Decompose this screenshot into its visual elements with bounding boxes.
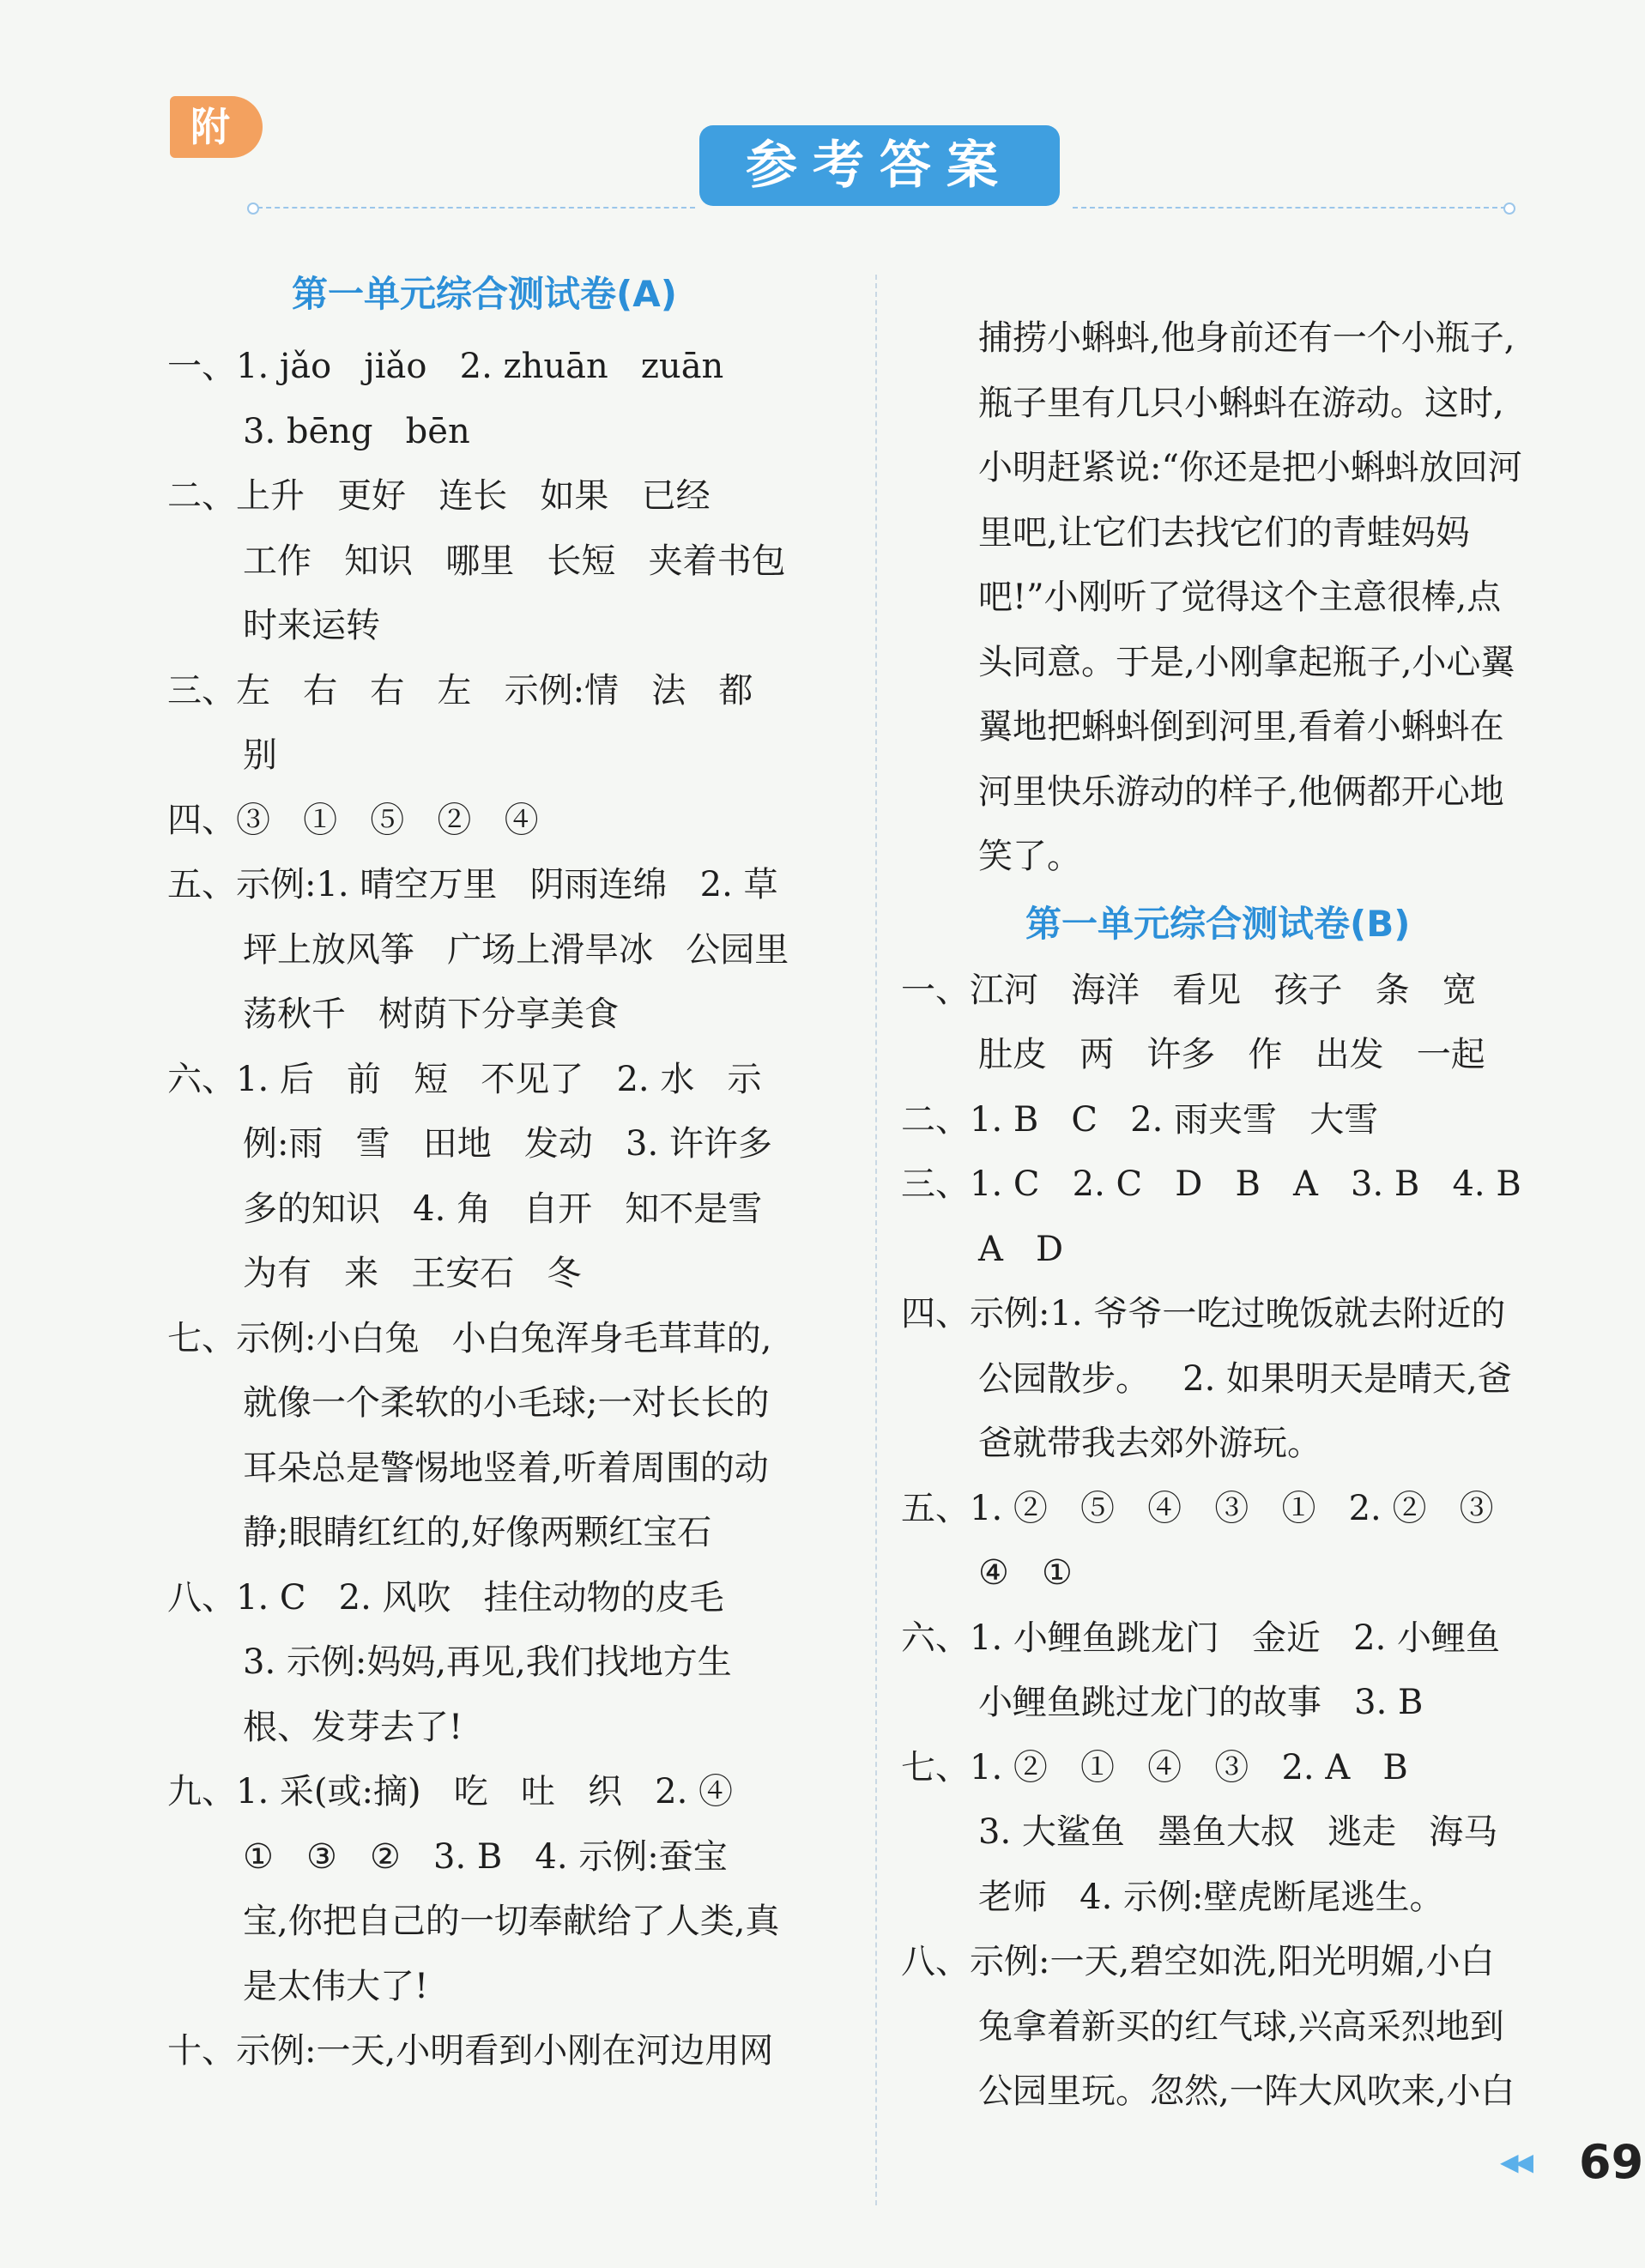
- section-title-a: 第一单元综合测试卷(A): [292, 273, 677, 315]
- answer-line: 肚皮 两 许多 作 出发 一起: [978, 1035, 1485, 1074]
- answer-line: 二、1. B C 2. 雨夹雪 大雪: [901, 1099, 1379, 1140]
- answer-line: 四、③ ① ⑤ ② ④: [167, 800, 539, 840]
- column-divider: [875, 275, 877, 2205]
- answer-line: 七、1. ② ① ④ ③ 2. A B: [901, 1747, 1408, 1787]
- answer-line: 三、1. C 2. C D B A 3. B 4. B: [901, 1164, 1521, 1204]
- answer-line: 兔拿着新买的红气球,兴高采烈地到: [978, 2006, 1504, 2047]
- page-number: 69: [1579, 2135, 1644, 2189]
- answer-line: 公园里玩。忽然,一阵大风吹来,小白: [978, 2071, 1515, 2111]
- answer-line: 吧!”小刚听了觉得这个主意很棒,点: [978, 578, 1502, 617]
- answer-line: 五、示例:1. 晴空万里 阴雨连绵 2. 草: [167, 865, 778, 904]
- answer-line: 3. 大鲨鱼 墨鱼大叔 逃走 海马: [978, 1812, 1498, 1852]
- answer-line: 二、上升 更好 连长 如果 已经: [167, 476, 711, 516]
- answer-line: 十、示例:一天,小明看到小刚在河边用网: [167, 2031, 774, 2071]
- answer-line: 八、1. C 2. 风吹 挂住动物的皮毛: [167, 1577, 724, 1618]
- answer-line: 六、1. 后 前 短 不见了 2. 水 示: [167, 1059, 762, 1099]
- answer-line: 根、发芽去了!: [243, 1707, 463, 1747]
- answer-line: 静;眼睛红红的,好像两颗红宝石: [243, 1513, 712, 1552]
- answer-line: 就像一个柔软的小毛球;一对长长的: [243, 1383, 770, 1423]
- answer-line: 宝,你把自己的一切奉献给了人类,真: [243, 1902, 780, 1941]
- answer-line: 瓶子里有几只小蝌蚪在游动。这时,: [978, 383, 1504, 423]
- answer-line: 一、1. jǎo jiǎo 2. zhuān zuān: [167, 347, 724, 386]
- answer-line: 翼地把蝌蚪倒到河里,看着小蝌蚪在: [978, 707, 1504, 747]
- section-title-b: 第一单元综合测试卷(B): [1025, 902, 1411, 945]
- left-column: [167, 273, 854, 2084]
- answer-line: 小明赶紧说:“你还是把小蝌蚪放回河: [978, 448, 1522, 487]
- answer-line: 耳朵总是警惕地竖着,听着周围的动: [243, 1448, 769, 1488]
- answer-line: ④ ①: [978, 1553, 1073, 1593]
- answer-line: 捕捞小蝌蚪,他身前还有一个小瓶子,: [978, 318, 1515, 358]
- answer-line: 为有 来 王安石 冬: [243, 1254, 582, 1293]
- answer-line: 笑了。: [978, 837, 1081, 876]
- answer-line: 一、江河 海洋 看见 孩子 条 宽: [901, 970, 1477, 1010]
- answer-line: 四、示例:1. 爷爷一吃过晚饭就去附近的: [901, 1294, 1506, 1334]
- answer-line: 别: [243, 735, 277, 775]
- answer-line: 老师 4. 示例:壁虎断尾逃生。: [978, 1877, 1444, 1917]
- answer-line: 三、左 右 右 左 示例:情 法 都: [167, 670, 753, 711]
- answer-line: 3. bēng bēn: [243, 411, 470, 451]
- answer-line: 九、1. 采(或:摘) 吃 吐 织 2. ④: [167, 1772, 734, 1811]
- answer-line: A D: [978, 1229, 1064, 1269]
- answer-line: 工作 知识 哪里 长短 夹着书包: [243, 541, 786, 581]
- answer-line: 爸就带我去郊外游玩。: [978, 1424, 1321, 1463]
- answer-line: 荡秋千 树荫下分享美食: [243, 995, 620, 1034]
- appendix-tab: 附: [170, 96, 263, 158]
- answer-line: 八、示例:一天,碧空如洗,阳光明媚,小白: [901, 1942, 1495, 1981]
- answer-line: 公园散步。 2. 如果明天是晴天,爸: [978, 1358, 1512, 1399]
- answer-line: 里吧,让它们去找它们的青蛙妈妈: [978, 512, 1470, 553]
- page-arrow-icon: ◀◀: [1500, 2148, 1531, 2176]
- answer-line: 多的知识 4. 角 自开 知不是雪: [243, 1188, 763, 1229]
- answer-line: 七、示例:小白兔 小白兔浑身毛茸茸的,: [167, 1318, 772, 1358]
- answer-line: 五、1. ② ⑤ ④ ③ ① 2. ② ③: [901, 1488, 1494, 1528]
- right-column: [901, 306, 1588, 2125]
- page-title: 参考答案: [699, 125, 1060, 206]
- title-rule-right: [1073, 207, 1506, 209]
- answer-line: 坪上放风筝 广场上滑旱冰 公园里: [243, 929, 789, 970]
- answer-line: 例:雨 雪 田地 发动 3. 许许多: [243, 1124, 772, 1164]
- answer-line: 小鲤鱼跳过龙门的故事 3. B: [978, 1683, 1424, 1722]
- answer-line: 头同意。于是,小刚拿起瓶子,小心翼: [978, 642, 1515, 682]
- title-rule-left: [257, 207, 695, 209]
- rule-dot-left: [247, 203, 259, 215]
- answer-line: 3. 示例:妈妈,再见,我们找地方生: [243, 1642, 732, 1682]
- answer-line: ① ③ ② 3. B 4. 示例:蚕宝: [243, 1836, 728, 1877]
- rule-dot-right: [1503, 203, 1515, 215]
- answer-line: 六、1. 小鲤鱼跳龙门 金近 2. 小鲤鱼: [901, 1618, 1501, 1658]
- answer-line: 河里快乐游动的样子,他俩都开心地: [978, 771, 1504, 812]
- answer-line: 是太伟大了!: [243, 1966, 429, 2006]
- answer-line: 时来运转: [243, 606, 380, 645]
